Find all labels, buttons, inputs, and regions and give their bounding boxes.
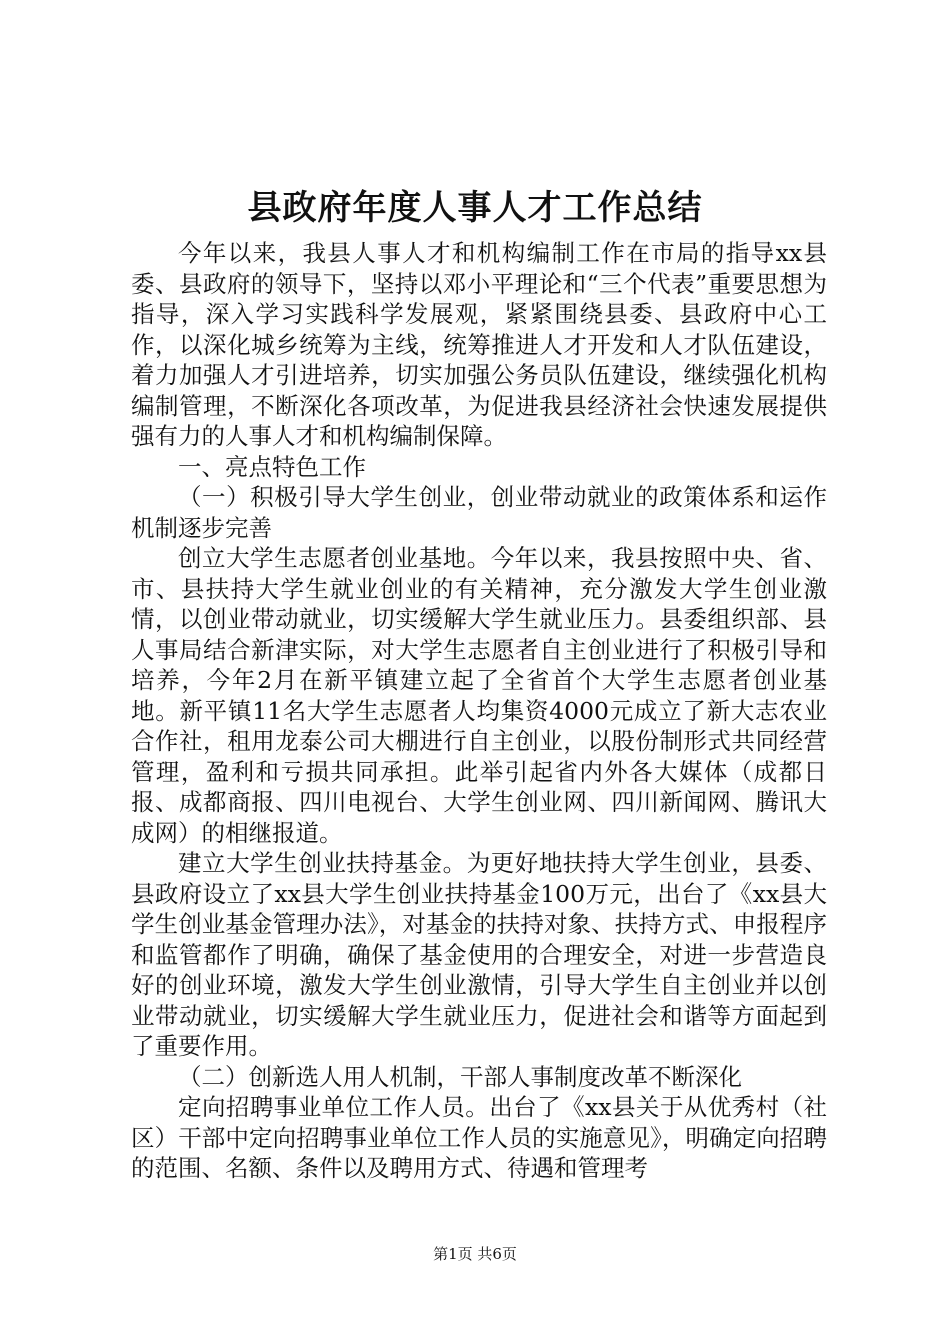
paragraph-directed-recruitment: 定向招聘事业单位工作人员。出台了《xx县关于从优秀村（社区）干部中定向招聘事业单位工作人员的实施意见》，明确定向招聘的范围、名额、条件以及聘用方式、待遇和管理考 bbox=[131, 1093, 827, 1182]
document-title: 县政府年度人事人才工作总结 bbox=[247, 188, 703, 228]
section-heading-1: 一、亮点特色工作 bbox=[178, 452, 366, 481]
paragraph-intro: 今年以来，我县人事人才和机构编制工作在市局的指导xx县委、县政府的领导下，坚持以邓小平理论和“三个代表”重要思想为指导，深入学习实践科学发展观，紧紧围绕县委、县政府中心工作，以深化城乡统筹为主线，统筹推进人才开发和人才队伍建设，着力加强人才引进培养，切实加强公务员队伍建设，继续强化机构编制管理，不断深化各项改革，为促进我县经济社会快速发展提供强有力的人事人才和机构编制保障。 bbox=[131, 239, 827, 450]
paragraph-volunteer-base: 创立大学生志愿者创业基地。今年以来，我县按照中央、省、市、县扶持大学生就业创业的有关精神，充分激发大学生创业激情，以创业带动就业，切实缓解大学生就业压力。县委组织部、县人事局结合新津实际，对大学生志愿者自主创业进行了积极引导和培养，今年2月在新平镇建立起了全省首个大学生志愿者创业基地。新平镇11名大学生志愿者人均集资4000元成立了新大志农业合作社，租用龙泰公司大棚进行自主创业，以股份制形式共同经营管理，盈利和亏损共同承担。此举引起省内外各大媒体（成都日报、成都商报、四川电视台、大学生创业网、四川新闻网、腾讯大成网）的相继报道。 bbox=[131, 544, 827, 847]
paragraph-startup-fund: 建立大学生创业扶持基金。为更好地扶持大学生创业，县委、县政府设立了xx县大学生创业扶持基金100万元，出台了《xx县大学生创业基金管理办法》，对基金的扶持对象、扶持方式、申报程序和监管都作了明确，确保了基金使用的合理安全，对进一步营造良好的创业环境，激发大学生创业激情，引导大学生自主创业并以创业带动就业，切实缓解大学生就业压力，促进社会和谐等方面起到了重要作用。 bbox=[131, 849, 827, 1060]
subsection-heading-1: （一）积极引导大学生创业，创业带动就业的政策体系和运作机制逐步完善 bbox=[131, 483, 827, 542]
subsection-heading-2: （二）创新选人用人机制，干部人事制度改革不断深化 bbox=[178, 1062, 742, 1091]
page-footer: 第1页 共6页 bbox=[433, 1245, 517, 1263]
document-body bbox=[131, 238, 827, 1184]
